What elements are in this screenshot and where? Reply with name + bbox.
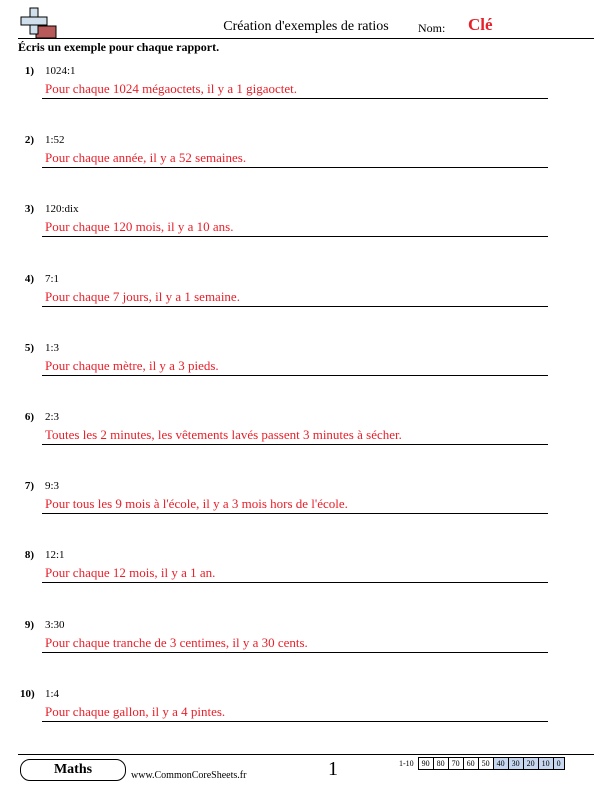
problem-number: 4): [24, 272, 34, 285]
site-url[interactable]: www.CommonCoreSheets.fr: [131, 770, 247, 781]
header-rule: [18, 38, 594, 39]
problem-ratio: 1024:1: [45, 65, 76, 77]
problem-ratio: 7:1: [45, 272, 60, 285]
problem-ratio: 2:3: [45, 411, 60, 423]
answer-line: [42, 444, 548, 445]
answer-line: [42, 167, 548, 168]
problem-answer: Pour chaque mètre, il y a 3 pieds.: [45, 357, 219, 373]
problem-answer: Pour chaque 12 mois, il y a 1 an.: [45, 565, 216, 581]
problem-number: 5): [24, 341, 34, 354]
problem-answer: Pour tous les 9 mois à l'école, il y a 3 mois hors de l'école.: [45, 496, 348, 512]
answer-line: [42, 236, 548, 237]
problem-number: 8): [24, 549, 34, 562]
instructions: Écris un exemple pour chaque rapport.: [18, 40, 220, 54]
score-cell: 90: [418, 758, 433, 770]
score-cell: 0: [553, 758, 564, 770]
problem-item: [0, 619, 612, 679]
score-table: [396, 757, 565, 770]
problem-ratio: 3:30: [45, 618, 65, 631]
problem-item: [0, 134, 612, 194]
problem-item: [0, 273, 612, 333]
answer-line: [42, 513, 548, 514]
problem-number: 10): [20, 687, 35, 700]
footer-rule: [18, 754, 594, 755]
problem-ratio: 1:3: [45, 341, 60, 354]
problem-answer: Pour chaque 7 jours, il y a 1 semaine.: [45, 288, 240, 304]
answer-line: [42, 582, 548, 583]
page-title: Création d'exemples de ratios: [223, 19, 389, 34]
problem-number: 2): [24, 134, 34, 147]
problem-item: [0, 549, 612, 609]
score-cell: 70: [448, 758, 463, 770]
score-cell: 10: [538, 758, 553, 770]
problem-number: 7): [24, 480, 34, 493]
answer-line: [42, 98, 548, 99]
score-cell: 30: [508, 758, 523, 770]
score-cell: 80: [433, 758, 448, 770]
score-cell: 50: [478, 758, 493, 770]
problem-answer: Pour chaque année, il y a 52 semaines.: [45, 150, 247, 166]
problem-ratio: 9:3: [45, 480, 60, 493]
name-value: Clé: [468, 15, 493, 34]
problem-ratio: 12:1: [45, 549, 65, 562]
score-cell: 60: [463, 758, 478, 770]
problem-item: [0, 203, 612, 263]
problem-number: 6): [24, 411, 34, 423]
problem-answer: Pour chaque tranche de 3 centimes, il y a 30 cents.: [45, 634, 308, 650]
answer-line: [42, 721, 548, 722]
problem-ratio: 1:52: [45, 134, 65, 147]
name-label: Nom:: [418, 21, 446, 35]
page-number: 1: [328, 758, 338, 780]
score-cell: 40: [493, 758, 508, 770]
problem-answer: Pour chaque 120 mois, il y a 10 ans.: [45, 219, 234, 235]
problem-item: [0, 342, 612, 402]
answer-line: [42, 306, 548, 307]
problem-item: [0, 688, 612, 748]
maths-badge: Maths: [20, 759, 126, 781]
problem-ratio: 1:4: [45, 687, 60, 700]
problem-number: 9): [24, 618, 34, 631]
problem-item: [0, 480, 612, 540]
score-label: 1-10: [399, 759, 414, 768]
problem-number: 1): [24, 65, 34, 77]
problem-number: 3): [24, 203, 34, 216]
answer-line: [42, 375, 548, 376]
problem-answer: Toutes les 2 minutes, les vêtements lavés passent 3 minutes à sécher.: [45, 427, 402, 442]
score-cell: 20: [523, 758, 538, 770]
problem-answer: Pour chaque gallon, il y a 4 pintes.: [45, 703, 226, 719]
answer-line: [42, 652, 548, 653]
problem-item: [0, 65, 612, 125]
problem-answer: Pour chaque 1024 mégaoctets, il y a 1 gigaoctet.: [45, 81, 297, 96]
problem-item: [0, 411, 612, 471]
problem-ratio: 120:dix: [45, 203, 79, 216]
